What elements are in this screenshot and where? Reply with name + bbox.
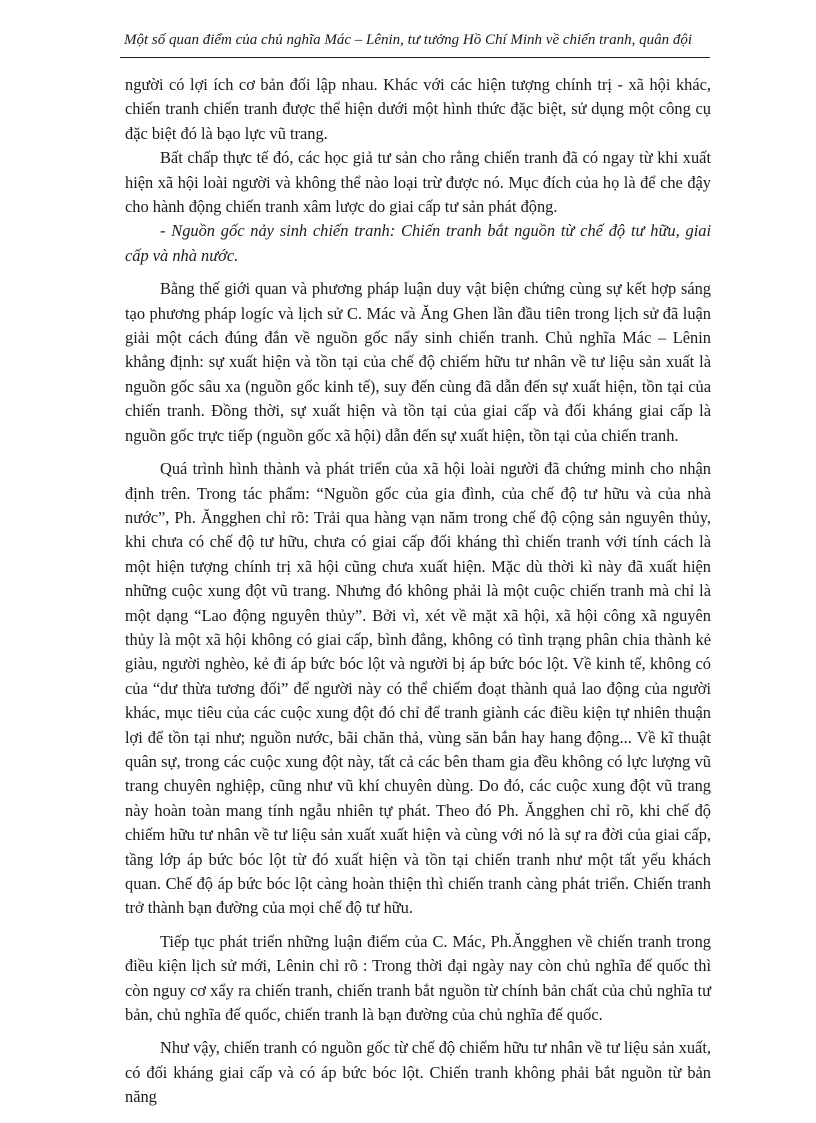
- paragraph: người có lợi ích cơ bản đối lập nhau. Khác với các hiện tượng chính trị - xã hội khác, chiến tranh chiến tranh được thể hiện dưới một hình thức đặc biệt, sử dụng một công cụ đặc biệt đó là bạo lực vũ trang.: [125, 75, 711, 143]
- header-rule: [120, 57, 710, 58]
- paragraph: Như vậy, chiến tranh có nguồn gốc từ chế độ chiếm hữu tư nhân về tư liệu sản xuất, có đối kháng giai cấp và có áp bức bóc lột. Chiến tranh không phải bắt nguồn từ bản năng: [125, 1038, 711, 1107]
- body-text: [125, 73, 711, 1110]
- section-heading: - Nguồn gốc nảy sinh chiến tranh: Chiến tranh bắt nguồn từ chế độ tư hữu, giai cấp và nhà nước.: [125, 221, 711, 265]
- paragraph: Bất chấp thực tế đó, các học giả tư sản cho rằng chiến tranh đã có ngay từ khi xuất hiện xã hội loài người và không thể nào loại trừ được nó. Mục đích của họ là để che đậy cho hành động chiến tranh xâm lược do giai cấp tư sản phát động.: [125, 148, 711, 217]
- paragraph: Bằng thế giới quan và phương pháp luận duy vật biện chứng cùng sự kết hợp sáng tạo phương pháp logíc và lịch sử C. Mác và Ăng Ghen lần đầu tiên trong lịch sử đã luận giải một cách đúng đắn về nguồn gốc nẩy sinh chiến tranh. Chủ nghĩa Mác – Lênin khẳng định: sự xuất hiện và tồn tại của chế độ chiếm hữu tư nhân về tư liệu sản xuất là nguồn gốc sâu xa (nguồn gốc kinh tế), suy đến cùng đã dẫn đến sự xuất hiện, tồn tại của chiến tranh. Đồng thời, sự xuất hiện và tồn tại của giai cấp và đối kháng giai cấp là nguồn gốc trực tiếp (nguồn gốc xã hội) dẫn đến sự xuất hiện, tồn tại của chiến tranh.: [125, 279, 711, 445]
- running-header: Một số quan điểm của chủ nghĩa Mác – Lênin, tư tưởng Hồ Chí Minh về chiến tranh, quân đội: [123, 32, 693, 48]
- paragraph: Tiếp tục phát triển những luận điểm của C. Mác, Ph.Ăngghen về chiến tranh trong điều kiện lịch sử mới, Lênin chỉ rõ : Trong thời đại ngày nay còn chủ nghĩa đế quốc thì còn nguy cơ xẩy ra chiến tranh, chiến tranh bắt nguồn từ chính bản chất của chủ nghĩa tư bản, chủ nghĩa đế quốc, chiến tranh là bạn đường của chủ nghĩa đế quốc.: [125, 931, 711, 1025]
- paragraph: Quá trình hình thành và phát triển của xã hội loài người đã chứng minh cho nhận định trên. Trong tác phẩm: “Nguồn gốc của gia đình, của chế độ tư hữu và của nhà nước”, Ph. Ăngghen chỉ rõ: Trải qua hàng vạn năm trong chế độ cộng sản nguyên thủy, khi chưa có chế độ tư hữu, chưa có giai cấp đối kháng thì chiến tranh với tính cách là một hiện tượng chính trị xã hội cũng chưa xuất hiện. Mặc dù thời kì này đã xuất hiện những cuộc xung đột vũ trang. Nhưng đó không phải là một cuộc chiến tranh mà chỉ là một dạng “Lao động nguyên thủy”. Bởi vì, xét về mặt xã hội, xã hội công xã nguyên thủy là một xã hội không có giai cấp, bình đẳng, không có tình trạng phân chia thành kẻ giàu, người nghèo, kẻ đi áp bức bóc lột và người bị áp bức bóc lột. Về kinh tế, không có của “dư thừa tương đối” để người này có thể chiếm đoạt thành quả lao động của người khác, mục tiêu của các cuộc xung đột đó chỉ để tranh giành các điều kiện tự nhiên thuận lợi để tồn tại như; nguồn nước, bãi chăn thả, vùng săn bắn hay hang động... Về kĩ thuật quân sự, trong các cuộc xung đột này, tất cả các bên tham gia đều không có lực lượng vũ trang chuyên nghiệp, cũng như vũ khí chuyên dùng. Do đó, các cuộc xung đột vũ trang này hoàn toàn mang tính ngẫu nhiên tự phát. Theo đó Ph. Ăngghen chỉ rõ, khi chế độ chiếm hữu tư nhân về tư liệu sản xuất xuất hiện và cùng với nó là sự ra đời của giai cấp, tầng lớp áp bức bóc lột từ đó xuất hiện và tồn tại chiến tranh như một tất yếu khách quan. Chế độ áp bức bóc lột càng hoàn thiện thì chiến tranh càng phát triển. Chiến tranh trở thành bạn đường của mọi chế độ tư hữu.: [125, 459, 711, 918]
